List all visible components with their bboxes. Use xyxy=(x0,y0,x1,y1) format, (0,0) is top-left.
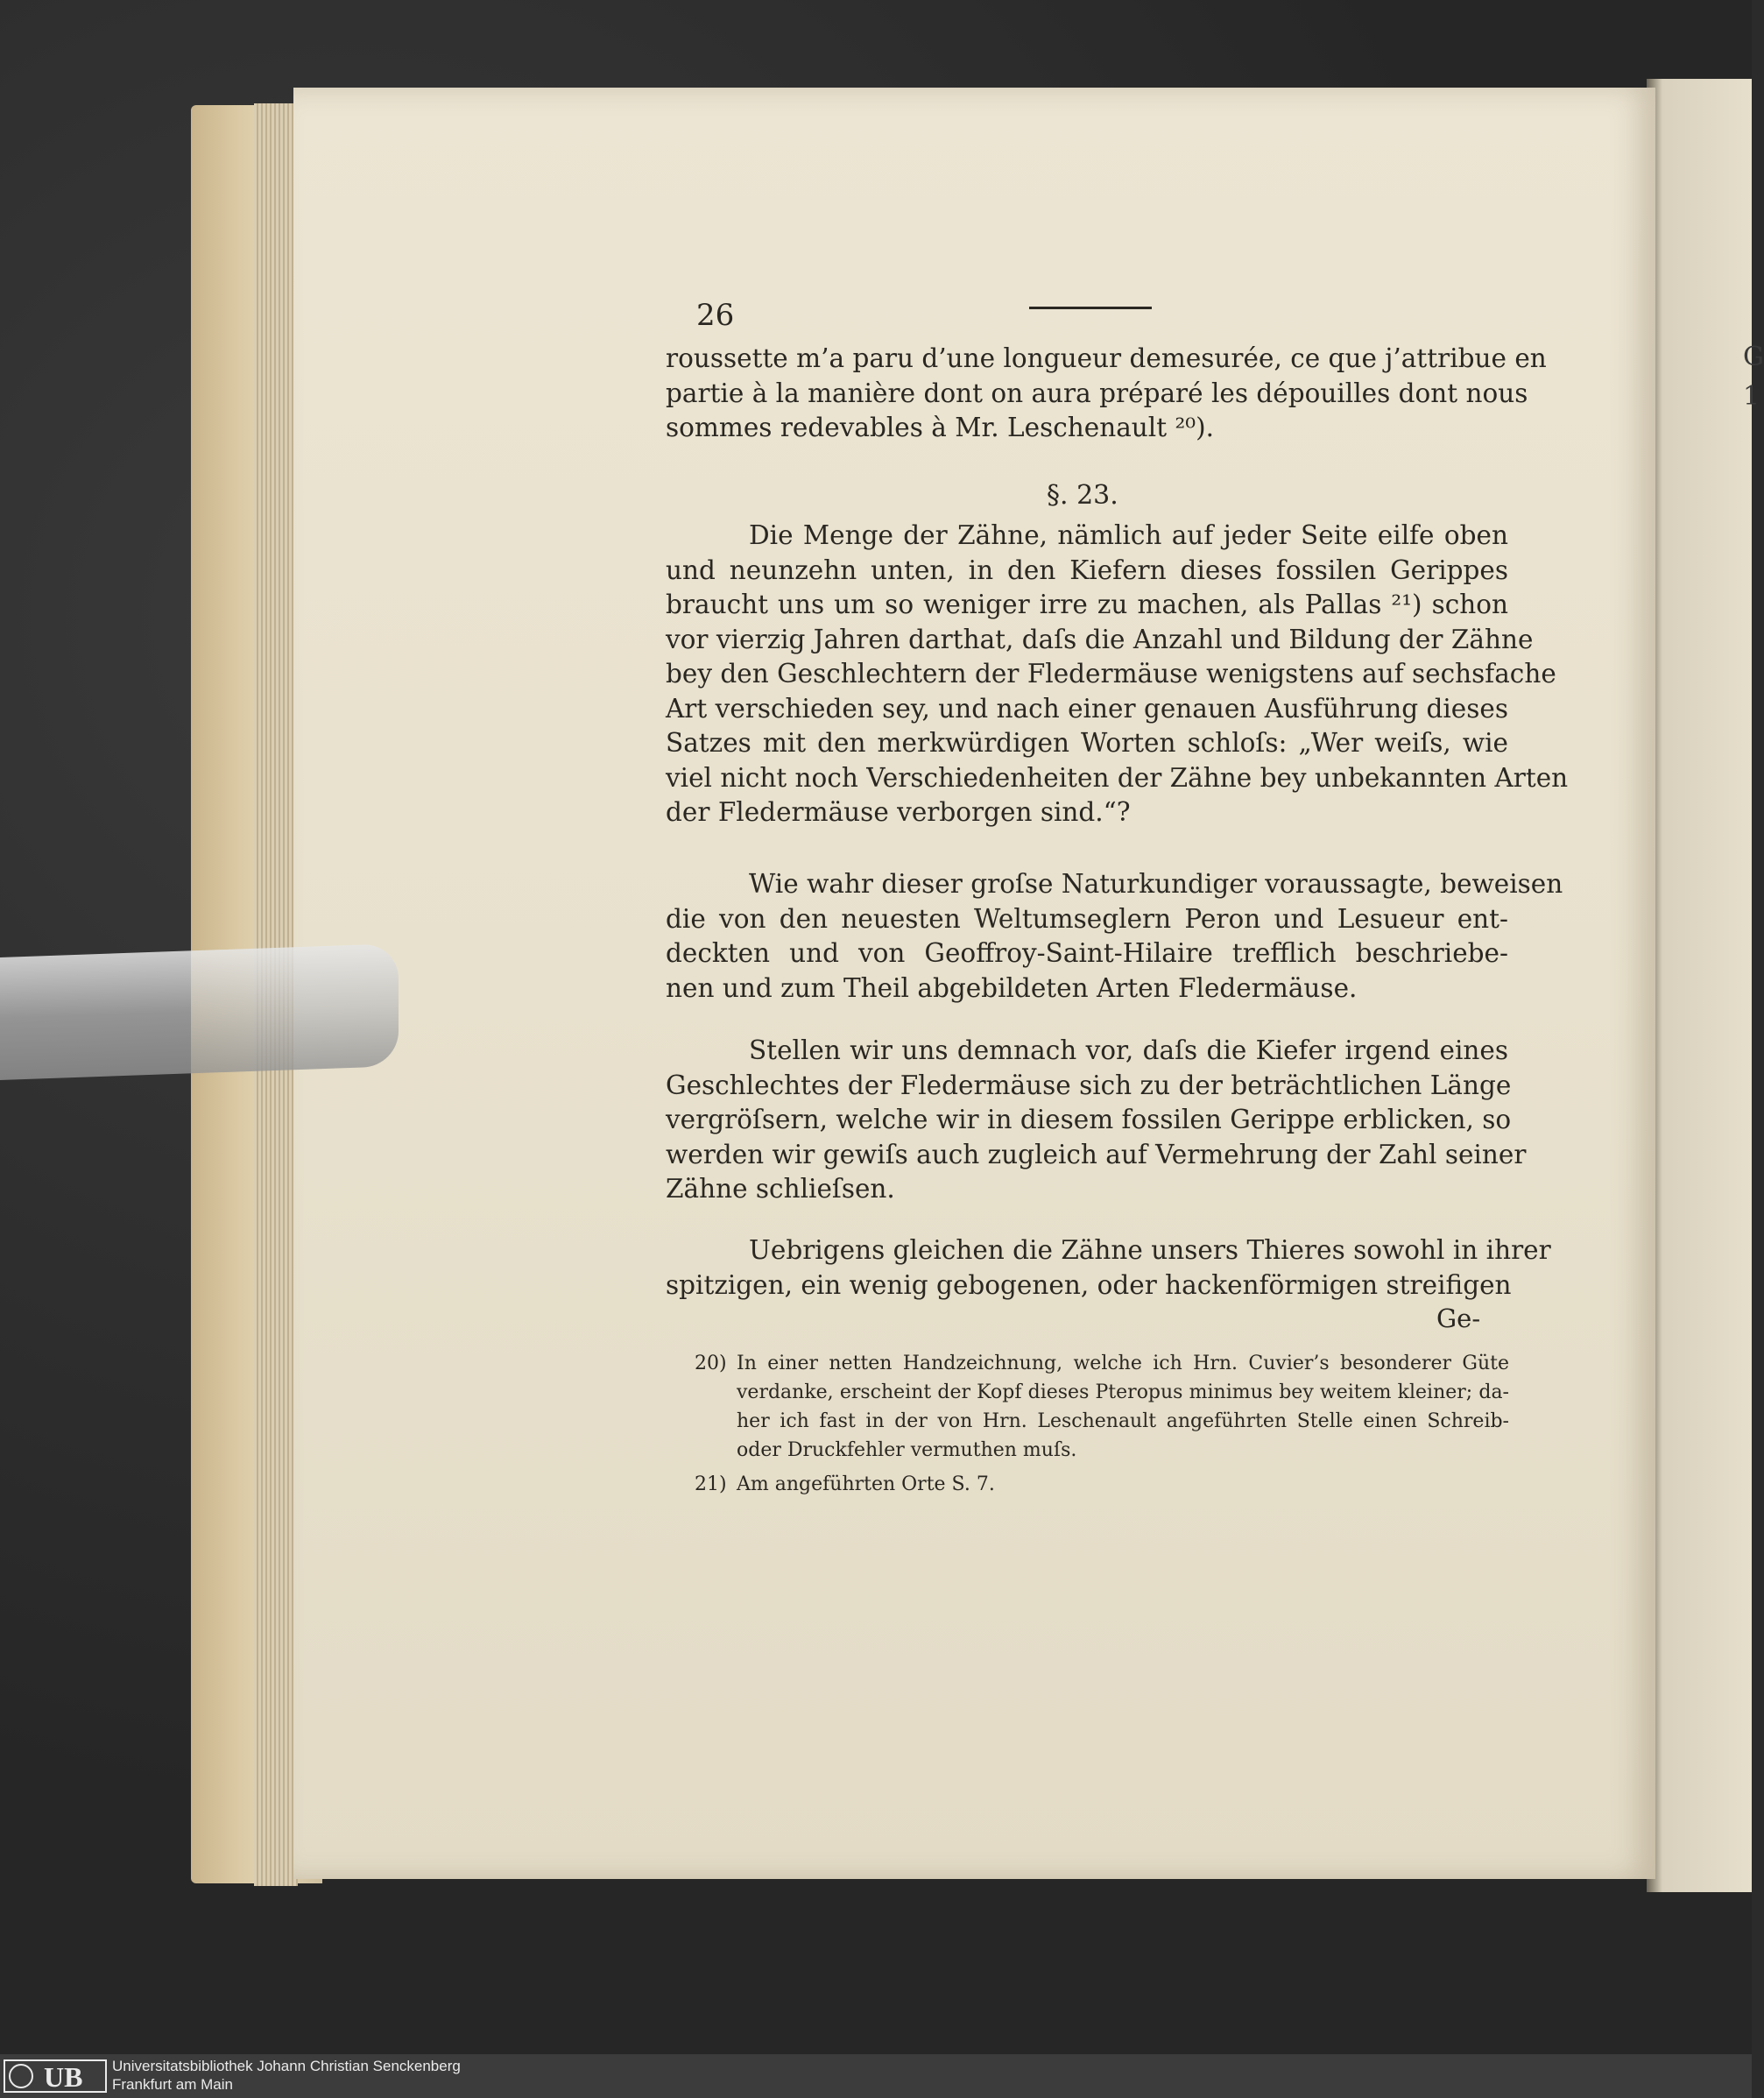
footnotes xyxy=(695,1349,1509,1504)
seal-icon xyxy=(9,2064,33,2088)
text-line: roussette m’a paru d’une longueur demesurée, ce que j’attribue en xyxy=(666,343,1547,373)
paragraph-3 xyxy=(666,1034,1527,1207)
glass-page-weight xyxy=(0,943,399,1080)
text-line: Uebrigens gleichen die Zähne unsers Thieres sowohl in ihrer xyxy=(749,1235,1551,1265)
text-line: spitzigen, ein wenig gebogenen, oder hackenförmigen streifigen xyxy=(666,1269,1512,1300)
text-line: Satzes mit den merkwürdigen Worten schloſs: „Wer weiſs, wie xyxy=(666,728,1508,758)
footer-bar xyxy=(0,2054,1752,2098)
header-rule xyxy=(1029,307,1152,309)
footnote-line: In einer netten Handzeichnung, welche ich Hrn. Cuvier’s besonderer Güte xyxy=(737,1353,1509,1374)
text-line: werden wir gewiſs auch zugleich auf Vermehrung der Zahl seiner xyxy=(666,1139,1527,1169)
text-line: Wie wahr dieser groſse Naturkundiger voraussagte, beweisen xyxy=(749,869,1563,899)
facing-page-fragment: G xyxy=(1743,342,1764,372)
text-line: deckten und von Geoffroy-Saint-Hilaire trefflich beschriebe- xyxy=(666,938,1508,968)
footnote-20 xyxy=(695,1349,1509,1465)
text-line: bey den Geschlechtern der Fledermäuse wenigstens auf sechsfache xyxy=(666,659,1556,689)
text-line: und neunzehn unten, in den Kiefern dieses fossilen Gerippes xyxy=(666,555,1508,585)
text-line: Geschlechtes der Fledermäuse sich zu der beträchtlichen Länge xyxy=(666,1070,1512,1100)
text-line: Die Menge der Zähne, nämlich auf jeder Seite eilfe oben xyxy=(749,520,1508,550)
facing-page-fragment: 1 xyxy=(1743,381,1760,412)
footnote-line: oder Druckfehler vermuthen muſs. xyxy=(737,1439,1077,1461)
footnote-number: 20) xyxy=(695,1353,727,1374)
text-line: sommes redevables à Mr. Leschenault ²⁰). xyxy=(666,413,1215,442)
page-number: 26 xyxy=(696,298,735,333)
text-line: vergröſsern, welche wir in diesem fossilen Gerippe erblicken, so xyxy=(666,1105,1512,1134)
footnote-number: 21) xyxy=(695,1473,727,1495)
paragraph-1 xyxy=(666,519,1569,830)
text-line: die von den neuesten Weltumseglern Peron und Lesueur ent- xyxy=(666,903,1508,934)
section-heading: §. 23. xyxy=(1047,480,1118,511)
footnote-line: verdanke, erscheint der Kopf dieses Pteropus minimus bey weitem kleiner; da- xyxy=(737,1381,1509,1403)
logo-text: UB xyxy=(44,2061,83,2093)
text-line: braucht uns um so weniger irre zu machen, als Pallas ²¹) schon xyxy=(666,590,1508,619)
text-line: Stellen wir uns demnach vor, daſs die Kiefer irgend eines xyxy=(749,1035,1508,1065)
facing-page-edge xyxy=(1647,79,1764,1892)
paragraph-0 xyxy=(666,342,1547,446)
institution-city: Frankfurt am Main xyxy=(112,2076,233,2093)
footnote-line: her ich fast in der von Hrn. Leschenault angeführten Stelle einen Schreib- xyxy=(737,1410,1509,1432)
footnote-line: Am angeführten Orte S. 7. xyxy=(737,1473,995,1495)
text-line: Art verschieden sey, und nach einer genauen Ausführung dieses xyxy=(666,693,1508,724)
text-line: vor vierzig Jahren darthat, daſs die Anzahl und Bildung der Zähne xyxy=(666,624,1534,654)
text-line: nen und zum Theil abgebildeten Arten Fledermäuse. xyxy=(666,972,1358,1003)
paragraph-4 xyxy=(666,1233,1551,1303)
text-line: partie à la manière dont on aura préparé les dépouilles dont nous xyxy=(666,378,1528,408)
catchword: Ge- xyxy=(1436,1303,1481,1333)
paragraph-2 xyxy=(666,867,1563,1006)
text-line: viel nicht noch Verschiedenheiten der Zähne bey unbekannten Arten xyxy=(666,762,1569,793)
text-line: der Fledermäuse verborgen sind.“? xyxy=(666,797,1131,827)
text-line: Zähne schlieſsen. xyxy=(666,1174,895,1204)
footnote-21 xyxy=(695,1470,1509,1499)
institution-name: Universitatsbibliothek Johann Christian Senckenberg xyxy=(112,2058,461,2074)
ub-logo[interactable] xyxy=(4,2059,107,2093)
